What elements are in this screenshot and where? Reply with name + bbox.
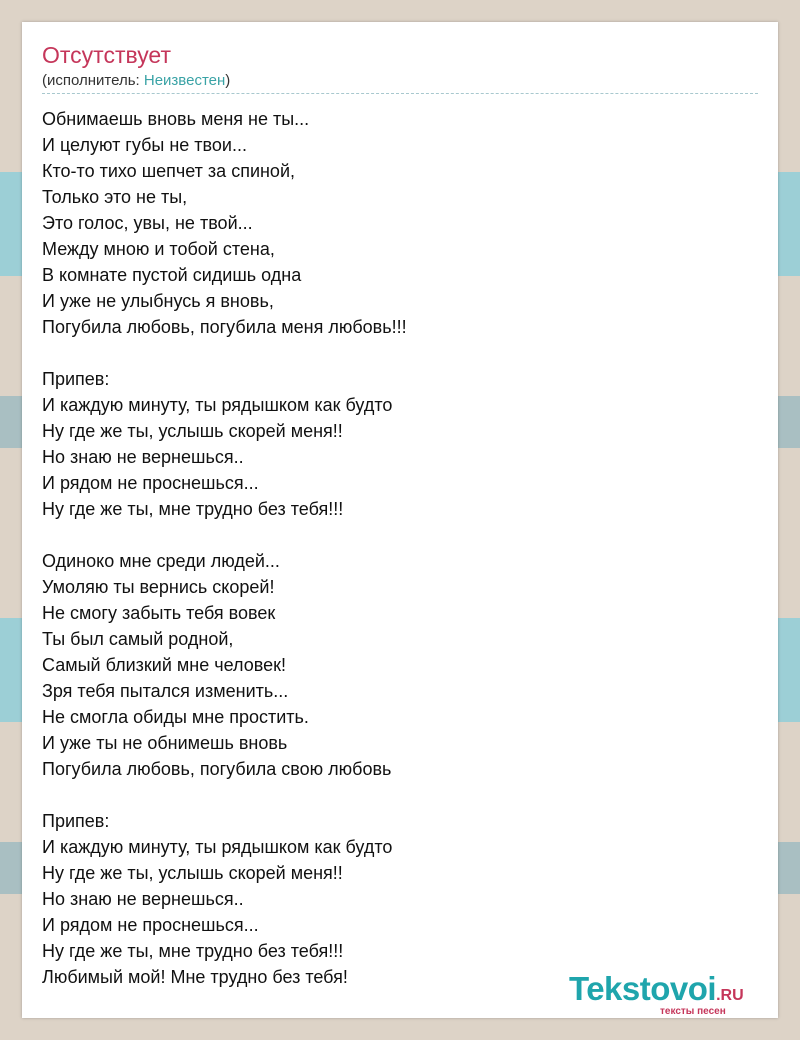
lyric-line: Не смогу забыть тебя вовек (42, 603, 276, 623)
song-title: Отсутствует (42, 42, 171, 68)
lyric-line: Ну где же ты, мне трудно без тебя!!! (42, 499, 344, 519)
lyric-line: Припев: (42, 369, 110, 389)
logo-name: Tekstovoi (569, 970, 717, 1007)
lyric-line: Ты был самый родной, (42, 629, 234, 649)
lyric-line: Ну где же ты, услышь скорей меня!! (42, 421, 343, 441)
lyric-line: И уже не улыбнусь я вновь, (42, 291, 274, 311)
lyric-line: И каждую минуту, ты рядышком как будто (42, 395, 393, 415)
lyric-line: И рядом не проснешься... (42, 473, 259, 493)
dashed-divider (42, 93, 758, 94)
lyric-line: И целуют губы не твои... (42, 135, 247, 155)
lyric-line: В комнате пустой сидишь одна (42, 265, 302, 285)
performer-line (42, 72, 230, 90)
lyric-line: Только это не ты, (42, 187, 188, 207)
logo-wordmark (569, 972, 744, 1005)
performer-prefix: (исполнитель: (42, 72, 144, 89)
lyric-line: Это голос, увы, не твой... (42, 213, 253, 233)
blank-line (42, 522, 742, 548)
lyrics-text (42, 106, 742, 990)
lyric-line: Умоляю ты вернись скорей! (42, 577, 275, 597)
lyric-line: Одиноко мне среди людей... (42, 551, 280, 571)
performer-suffix: ) (225, 72, 231, 89)
site-logo[interactable] (569, 972, 779, 1022)
lyric-line: И каждую минуту, ты рядышком как будто (42, 837, 393, 857)
lyric-line: Любимый мой! Мне трудно без тебя! (42, 967, 348, 987)
lyric-line: Ну где же ты, услышь скорей меня!! (42, 863, 343, 883)
lyric-line: Кто-то тихо шепчет за спиной, (42, 161, 296, 181)
artist-link[interactable]: Неизвестен (143, 72, 226, 89)
lyric-line: Между мною и тобой стена, (42, 239, 275, 259)
lyric-line: Погубила любовь, погубила свою любовь (42, 759, 392, 779)
lyric-line: Зря тебя пытался изменить... (42, 681, 289, 701)
blank-line (42, 340, 742, 366)
lyric-line: Обнимаешь вновь меня не ты... (42, 109, 310, 129)
lyric-line: Но знаю не вернешься.. (42, 447, 244, 467)
lyrics-card (22, 22, 778, 1018)
logo-tld: .RU (716, 987, 744, 1004)
logo-tagline: тексты песен (660, 1006, 726, 1017)
lyric-line: И уже ты не обнимешь вновь (42, 733, 288, 753)
lyric-line: Погубила любовь, погубила меня любовь!!! (42, 317, 407, 337)
lyric-line: И рядом не проснешься... (42, 915, 259, 935)
blank-line (42, 782, 742, 808)
lyric-line: Но знаю не вернешься.. (42, 889, 244, 909)
lyric-line: Припев: (42, 811, 110, 831)
lyric-line: Не смогла обиды мне простить. (42, 707, 309, 727)
lyric-line: Ну где же ты, мне трудно без тебя!!! (42, 941, 344, 961)
lyric-line: Самый близкий мне человек! (42, 655, 286, 675)
